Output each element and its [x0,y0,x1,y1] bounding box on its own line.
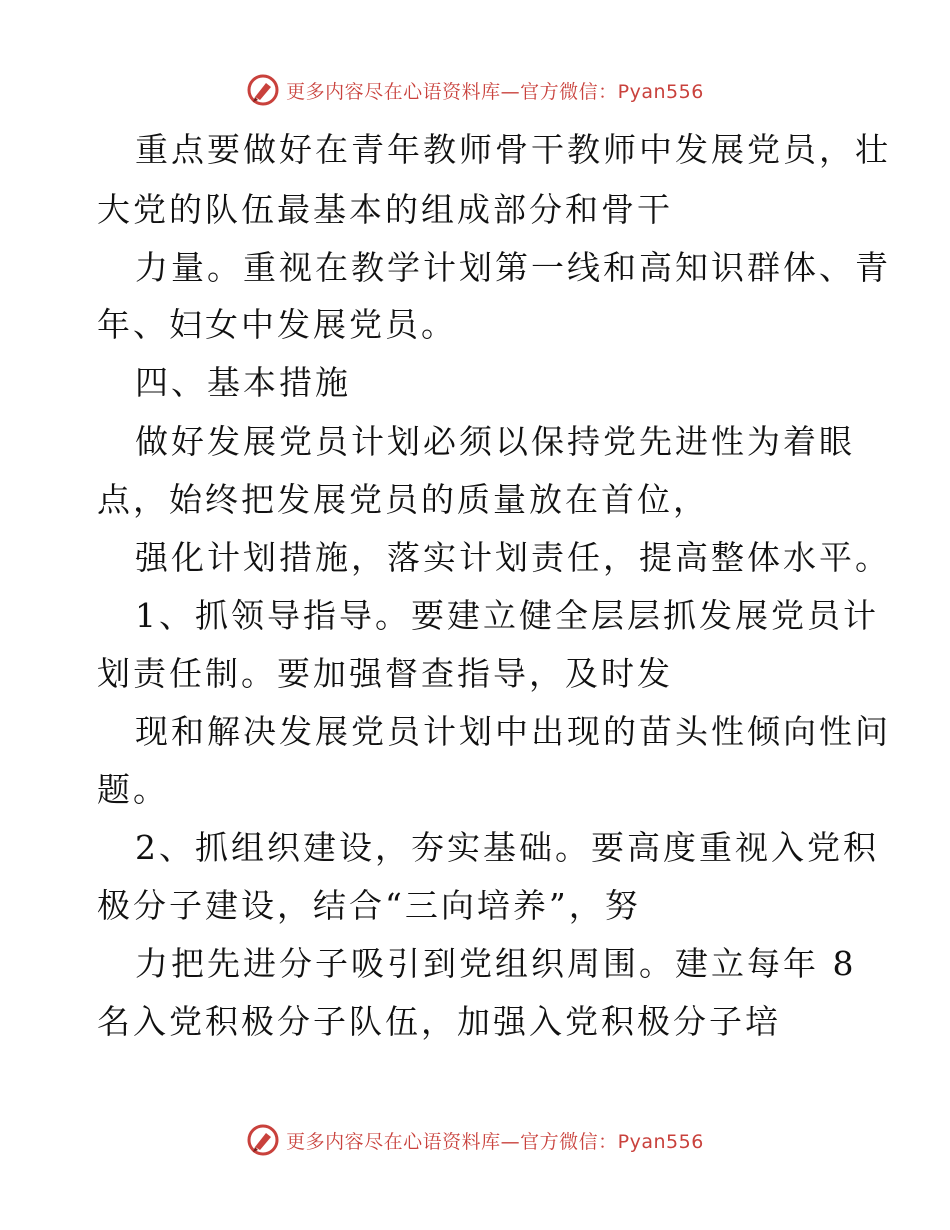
header-banner [0,70,950,110]
text-line: 力把先进分子吸引到党组织周围。建立每年 8 [135,944,857,983]
text-line: 大党的队伍最基本的组成部分和骨干 [97,190,673,229]
text-line: 极分子建设，结合“三向培养”，努 [97,886,641,925]
footer-banner [0,1120,950,1160]
text-line: 题。 [97,770,169,809]
text-line: 2、抓组织建设，夯实基础。要高度重视入党积 [135,828,879,867]
text-line: 做好发展党员计划必须以保持党先进性为着眼 [135,422,855,461]
section-heading: 四、基本措施 [135,363,351,402]
banner-text: 更多内容尽在心语资料库—官方微信：Pyan556 [286,80,704,103]
text-line: 1、抓领导指导。要建立健全层层抓发展党员计 [135,596,879,635]
pen-logo-icon [246,73,280,107]
pen-logo-icon [246,1123,280,1157]
text-line: 强化计划措施，落实计划责任，提高整体水平。 [135,538,891,577]
text-line: 名入党积极分子队伍，加强入党积极分子培 [97,1002,781,1041]
text-line: 年、妇女中发展党员。 [97,305,457,344]
text-line: 重点要做好在青年教师骨干教师中发展党员，壮 [135,130,891,169]
text-line: 划责任制。要加强督查指导，及时发 [97,654,673,693]
text-line: 点，始终把发展党员的质量放在首位， [97,480,709,519]
banner-text: 更多内容尽在心语资料库—官方微信：Pyan556 [286,1130,704,1153]
text-line: 现和解决发展党员计划中出现的苗头性倾向性问 [135,712,891,751]
text-line: 力量。重视在教学计划第一线和高知识群体、青 [135,248,891,287]
